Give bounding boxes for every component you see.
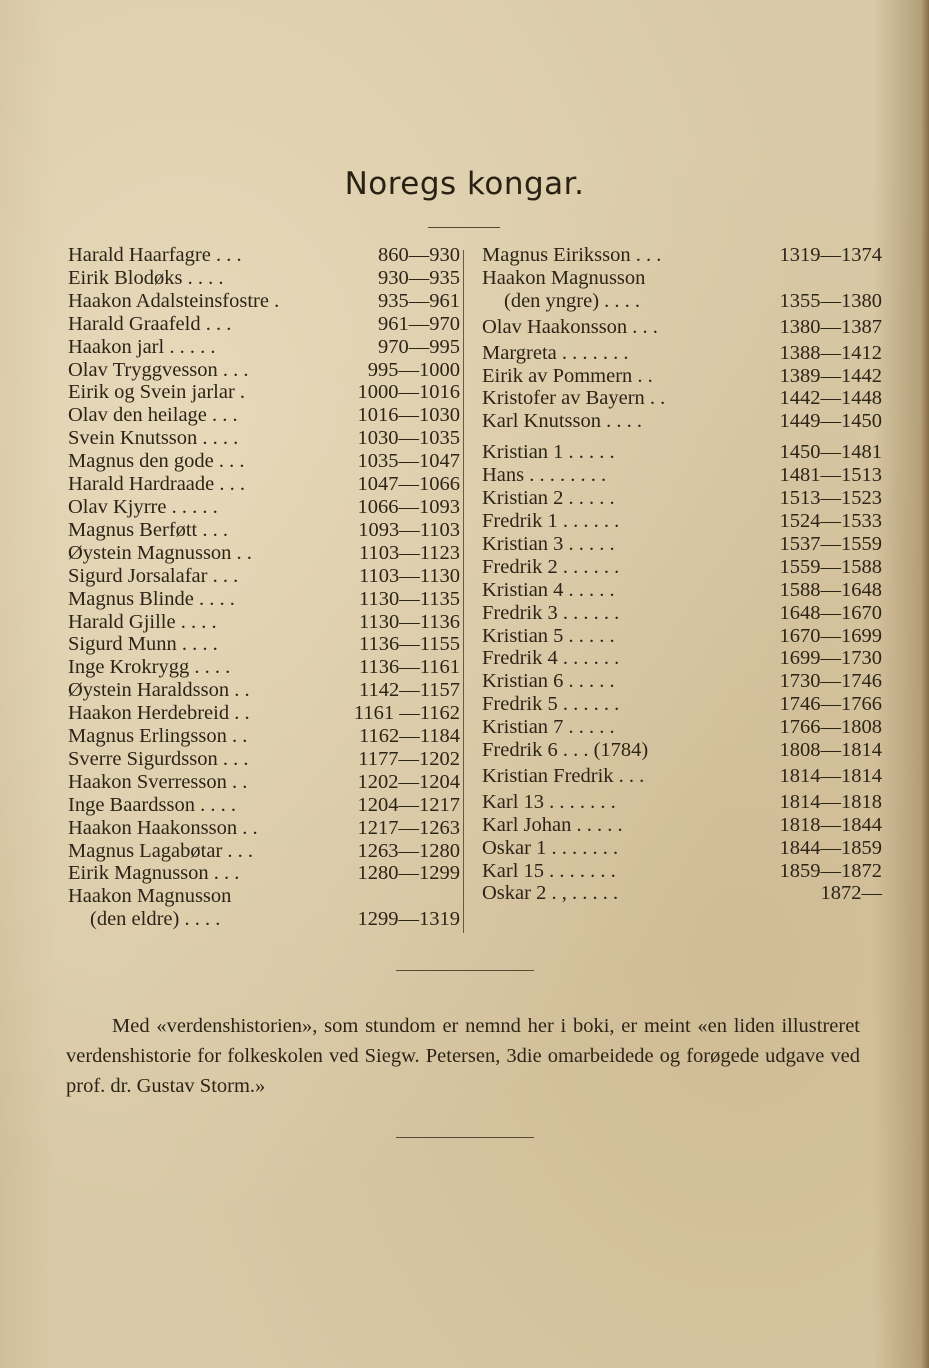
king-name: Haakon Haakonsson . . (68, 816, 258, 839)
reign-dates: 970—995 (378, 335, 460, 358)
reign-dates: 1093—1103 (358, 518, 460, 541)
king-row (482, 814, 882, 837)
king-row (482, 693, 882, 716)
king-row (482, 441, 882, 464)
king-name: Kristian 6 . . . . . (482, 670, 615, 693)
reign-dates: 1280—1299 (357, 862, 460, 885)
king-name: Fredrik 4 . . . . . . (482, 647, 620, 670)
king-name: Kristian 1 . . . . . (482, 441, 615, 464)
king-row (482, 290, 882, 313)
king-name: Eirik Blodøks . . . . (68, 266, 224, 289)
king-name: Svein Knutsson . . . . (68, 427, 239, 450)
king-row (68, 313, 460, 336)
reign-dates: 1319—1374 (779, 244, 882, 266)
reign-dates: 1814—1814 (779, 764, 882, 787)
king-name: Olav Kjyrre . . . . . (68, 495, 218, 518)
reign-dates: 961—970 (378, 312, 460, 335)
king-name: Haakon Adalsteinsfostre . (68, 289, 280, 312)
title-divider (428, 227, 500, 228)
king-name: Inge Baardsson . . . . (68, 793, 236, 816)
king-name: Magnus den gode . . . (68, 450, 245, 473)
king-name: Olav Haakonsson . . . (482, 315, 658, 338)
reign-dates: 1537—1559 (779, 532, 882, 555)
king-row (482, 487, 882, 510)
king-row (68, 862, 460, 885)
king-row (68, 336, 460, 359)
king-name: (den yngre) . . . . (504, 289, 641, 312)
reign-dates: 1389—1442 (779, 364, 882, 387)
reign-dates: 1808—1814 (779, 739, 882, 762)
king-name: Harald Graafeld . . . (68, 312, 232, 335)
king-row (68, 381, 460, 404)
reign-dates: 1380—1387 (779, 315, 882, 338)
king-name: Hans . . . . . . . . (482, 464, 607, 487)
column-divider (463, 250, 464, 933)
king-name: Inge Krokrygg . . . . (68, 656, 231, 679)
king-row (68, 794, 460, 817)
king-row (482, 670, 882, 693)
reign-dates: 1136—1155 (359, 633, 460, 656)
king-row (482, 342, 882, 365)
king-row (68, 473, 460, 496)
kings-list-right (482, 244, 882, 905)
king-row (68, 771, 460, 794)
king-row (482, 739, 882, 762)
king-name: Kristian 2 . . . . . (482, 487, 615, 510)
reign-dates: 1872— (820, 882, 882, 905)
reign-dates: 1844—1859 (779, 836, 882, 859)
king-row (68, 267, 460, 290)
king-row (68, 817, 460, 840)
king-name: Sigurd Munn . . . . (68, 633, 218, 656)
reign-dates: 1442—1448 (779, 387, 882, 410)
king-name: Harald Haarfagre . . . (68, 244, 242, 266)
king-name: (den eldre) . . . . (90, 908, 221, 931)
reign-dates: 1202—1204 (357, 770, 460, 793)
king-row (68, 427, 460, 450)
king-name: Fredrik 3 . . . . . . (482, 601, 620, 624)
page-edge-shadow (921, 0, 929, 1368)
reign-dates: 930—935 (378, 266, 460, 289)
reign-dates: 1648—1670 (779, 601, 882, 624)
reign-dates: 1730—1746 (779, 670, 882, 693)
king-row (482, 837, 882, 860)
king-name: Magnus Lagabøtar . . . (68, 839, 254, 862)
king-name: Kristofer av Bayern . . (482, 387, 666, 410)
king-name: Fredrik 5 . . . . . . (482, 693, 620, 716)
reign-dates: 1481—1513 (779, 464, 882, 487)
king-name: Haakon Herdebreid . . (68, 702, 250, 725)
reign-dates: 1355—1380 (779, 289, 882, 312)
reign-dates: 1066—1093 (357, 495, 460, 518)
king-row (68, 565, 460, 588)
reign-dates: 1559—1588 (779, 555, 882, 578)
king-name: Harald Hardraade . . . (68, 473, 246, 496)
reign-dates: 1035—1047 (357, 450, 460, 473)
king-name: Olav Tryggvesson . . . (68, 358, 249, 381)
king-row (68, 611, 460, 634)
king-row (482, 882, 882, 905)
king-name: Kristian 4 . . . . . (482, 578, 615, 601)
king-name: Eirik Magnusson . . . (68, 862, 240, 885)
king-row (68, 908, 460, 931)
reign-dates: 1299—1319 (357, 908, 460, 931)
king-row (68, 840, 460, 863)
reign-dates: 1766—1808 (779, 716, 882, 739)
king-row (482, 765, 882, 788)
king-row (68, 542, 460, 565)
king-name: Fredrik 2 . . . . . . (482, 555, 620, 578)
king-row (68, 748, 460, 771)
reign-dates: 1449—1450 (779, 410, 882, 433)
king-name: Magnus Erlingsson . . (68, 725, 248, 748)
king-row (68, 244, 460, 267)
king-name: Haakon Sverresson . . (68, 770, 248, 793)
king-name: Haakon Magnusson (68, 885, 232, 908)
king-name: Fredrik 6 . . . (1784) (482, 739, 649, 762)
king-name: Harald Gjille . . . . (68, 610, 217, 633)
reign-dates: 1130—1136 (359, 610, 460, 633)
reign-dates: 1030—1035 (357, 427, 460, 450)
king-row (68, 290, 460, 313)
king-row (68, 725, 460, 748)
king-name: Kristian Fredrik . . . (482, 764, 645, 787)
king-row (482, 602, 882, 625)
king-name: Karl 13 . . . . . . . (482, 790, 616, 813)
king-row (482, 647, 882, 670)
page-title: Noregs kongar. (344, 166, 585, 202)
king-row (482, 410, 882, 433)
reign-dates: 1177—1202 (358, 747, 460, 770)
king-row (482, 533, 882, 556)
king-name: Haakon Magnusson (482, 266, 646, 289)
king-name: Karl 15 . . . . . . . (482, 859, 616, 882)
reign-dates: 1670—1699 (779, 624, 882, 647)
reign-dates: 1450—1481 (779, 441, 882, 464)
king-row (482, 860, 882, 883)
king-name: Olav den heilage . . . (68, 404, 238, 427)
king-name: Kristian 3 . . . . . (482, 532, 615, 555)
king-name: Øystein Haraldsson . . (68, 679, 250, 702)
king-row (68, 656, 460, 679)
king-row (68, 702, 460, 725)
reign-dates: 1588—1648 (779, 578, 882, 601)
reign-dates: 1818—1844 (779, 813, 882, 836)
reign-dates: 1859—1872 (779, 859, 882, 882)
reign-dates: 1204—1217 (357, 793, 460, 816)
king-name: Magnus Berføtt . . . (68, 518, 228, 541)
king-row (68, 588, 460, 611)
reign-dates: 1161 —1162 (353, 702, 460, 725)
king-name: Sverre Sigurdsson . . . (68, 747, 249, 770)
king-row (482, 625, 882, 648)
king-name: Kristian 5 . . . . . (482, 624, 615, 647)
king-name: Magnus Eiriksson . . . (482, 244, 662, 266)
reign-dates: 1699—1730 (779, 647, 882, 670)
king-name: Magnus Blinde . . . . (68, 587, 235, 610)
reign-dates: 1000—1016 (357, 381, 460, 404)
king-row (68, 450, 460, 473)
king-row (68, 519, 460, 542)
reign-dates: 1130—1135 (359, 587, 460, 610)
king-name: Eirik av Pommern . . (482, 364, 653, 387)
king-row (482, 716, 882, 739)
king-name: Øystein Magnusson . . (68, 541, 252, 564)
king-row (482, 365, 882, 388)
king-row (68, 404, 460, 427)
king-row (482, 510, 882, 533)
reign-dates: 1814—1818 (779, 790, 882, 813)
footnote: Med «verdenshistorien», som stundom er nemnd her i boki, er meint «en liden illustreret verdenshistorie for folkeskolen ved Siegw. Petersen, 3die omarbeidede og forøgede udgave ved prof. dr. Gustav Storm.» (66, 1015, 860, 1097)
reign-dates: 1388—1412 (779, 341, 882, 364)
king-row (68, 496, 460, 519)
reign-dates: 1524—1533 (779, 509, 882, 532)
reign-dates: 860—930 (378, 244, 460, 266)
king-name: Karl Knutsson . . . . (482, 410, 643, 433)
reign-dates: 1513—1523 (779, 487, 882, 510)
reign-dates: 1016—1030 (357, 404, 460, 427)
reign-dates: 1746—1766 (779, 693, 882, 716)
reign-dates: 1103—1130 (359, 564, 460, 587)
king-row (482, 267, 882, 290)
king-name: Fredrik 1 . . . . . . (482, 509, 620, 532)
king-row (68, 633, 460, 656)
king-row (482, 387, 882, 410)
king-name: Eirik og Svein jarlar . (68, 381, 246, 404)
reign-dates: 1217—1263 (357, 816, 460, 839)
end-divider (396, 1137, 534, 1138)
reign-dates: 935—961 (378, 289, 460, 312)
king-row (482, 244, 882, 267)
section-divider (396, 970, 534, 971)
king-row (68, 885, 460, 908)
reign-dates: 1103—1123 (359, 541, 460, 564)
king-row (482, 556, 882, 579)
king-row (482, 316, 882, 339)
kings-list-left (68, 244, 460, 931)
king-name: Oskar 2 . , . . . . . (482, 882, 619, 905)
reign-dates: 1162—1184 (359, 725, 460, 748)
king-name: Margreta . . . . . . . (482, 341, 629, 364)
king-row (482, 464, 882, 487)
reign-dates: 995—1000 (367, 358, 460, 381)
king-name: Kristian 7 . . . . . (482, 716, 615, 739)
reign-dates: 1047—1066 (357, 473, 460, 496)
king-name: Haakon jarl . . . . . (68, 335, 216, 358)
king-name: Karl Johan . . . . . (482, 813, 623, 836)
king-name: Oskar 1 . . . . . . . (482, 836, 619, 859)
king-row (68, 679, 460, 702)
reign-dates: 1142—1157 (359, 679, 460, 702)
reign-dates: 1263—1280 (357, 839, 460, 862)
reign-dates: 1136—1161 (359, 656, 460, 679)
king-row (482, 791, 882, 814)
king-row (482, 579, 882, 602)
king-row (68, 359, 460, 382)
king-name: Sigurd Jorsalafar . . . (68, 564, 239, 587)
